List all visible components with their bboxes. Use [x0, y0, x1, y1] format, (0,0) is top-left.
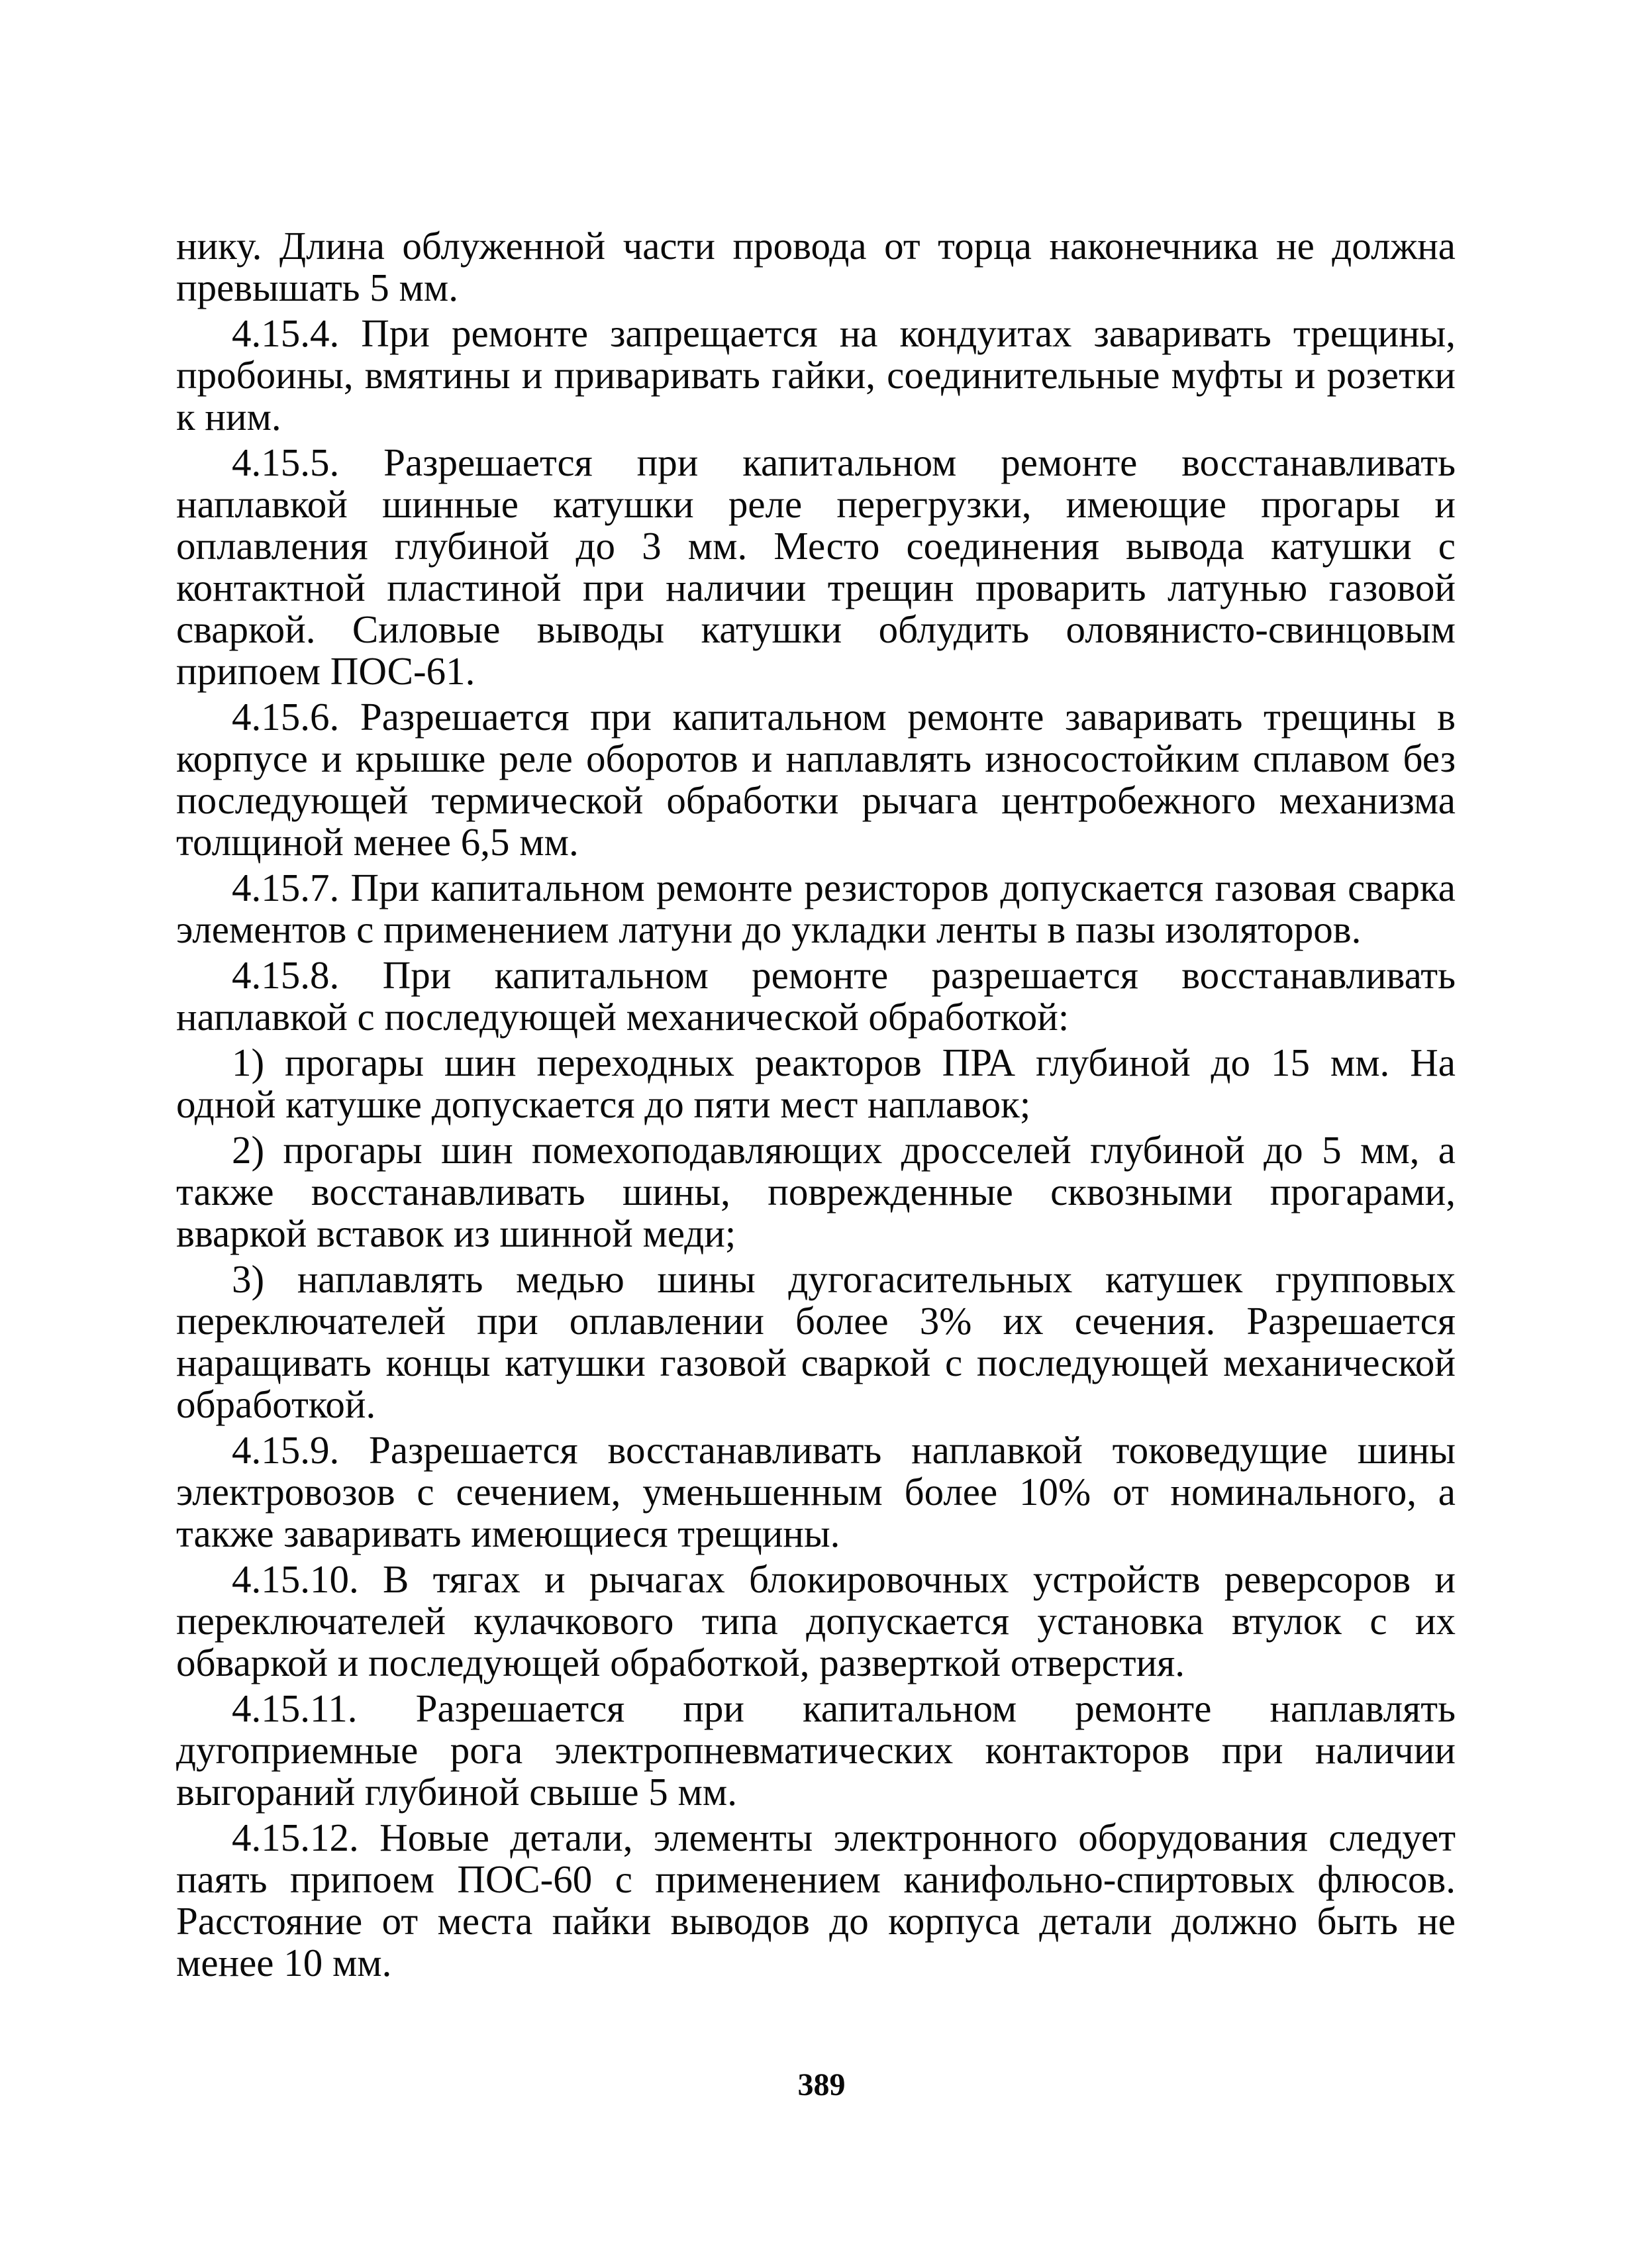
paragraph-continuation: нику. Длина облуженной части провода от торца наконечника не должна превышать 5 мм.: [176, 224, 1456, 309]
list-item-2: 2) прогары шин помехоподавляющих дросселей глубиной до 5 мм, а также восстанавливать шины, поврежденные сквозными прогарами, вваркой вставок из шинной меди;: [176, 1128, 1456, 1255]
paragraph-4-15-4: 4.15.4. При ремонте запрещается на кондуитах заваривать трещины, пробоины, вмятины и приваривать гайки, соединительные муфты и розетки к ним.: [176, 311, 1456, 438]
page-number: 389: [797, 2067, 846, 2102]
paragraph-4-15-9: 4.15.9. Разрешается восстанавливать наплавкой токоведущие шины электровозов с сечением, уменьшенным более 10% от номинального, а также заваривать имеющиеся трещины.: [176, 1428, 1456, 1555]
paragraph-4-15-6: 4.15.6. Разрешается при капитальном ремонте заваривать трещины в корпусе и крышке реле оборотов и наплавлять износостойким сплавом без последующей термической обработки рычага центробежного механизма толщиной менее 6,5 мм.: [176, 695, 1456, 864]
paragraph-4-15-8: 4.15.8. При капитальном ремонте разрешается восстанавливать наплавкой с последующей механической обработкой:: [176, 953, 1456, 1039]
paragraph-4-15-5: 4.15.5. Разрешается при капитальном ремонте восстанавливать наплавкой шинные катушки реле перегрузки, имеющие прогары и оплавления глубиной до 3 мм. Место соединения вывода катушки с контактной пластиной при наличии трещин проварить латунью газовой сваркой. Силовые выводы катушки облудить оловянисто-свинцовым припоем ПОС-61.: [176, 440, 1456, 693]
paragraph-4-15-12: 4.15.12. Новые детали, элементы электронного оборудования следует паять припоем ПОС-60 с применением канифольно-спиртовых флюсов. Расстояние от места пайки выводов до корпуса детали должно быть не менее 10 мм.: [176, 1816, 1456, 1984]
paragraph-4-15-7: 4.15.7. При капитальном ремонте резисторов допускается газовая сварка элементов с применением латуни до укладки ленты в пазы изоляторов.: [176, 866, 1456, 951]
list-item-1: 1) прогары шин переходных реакторов ПРА глубиной до 15 мм. На одной катушке допускается до пяти мест наплавок;: [176, 1041, 1456, 1126]
list-item-3: 3) наплавлять медью шины дугогасительных катушек групповых переключателей при оплавлении более 3% их сечения. Разрешается наращивать концы катушки газовой сваркой с последующей механической обработкой.: [176, 1257, 1456, 1426]
paragraph-4-15-10: 4.15.10. В тягах и рычагах блокировочных устройств реверсоров и переключателей кулачкового типа допускается установка втулок с их обваркой и последующей обработкой, разверткой отверстия.: [176, 1557, 1456, 1684]
document-body: [176, 225, 1456, 1984]
paragraph-4-15-11: 4.15.11. Разрешается при капитальном ремонте наплавлять дугоприемные рога электропневматических контакторов при наличии выгораний глубиной свыше 5 мм.: [176, 1686, 1456, 1814]
